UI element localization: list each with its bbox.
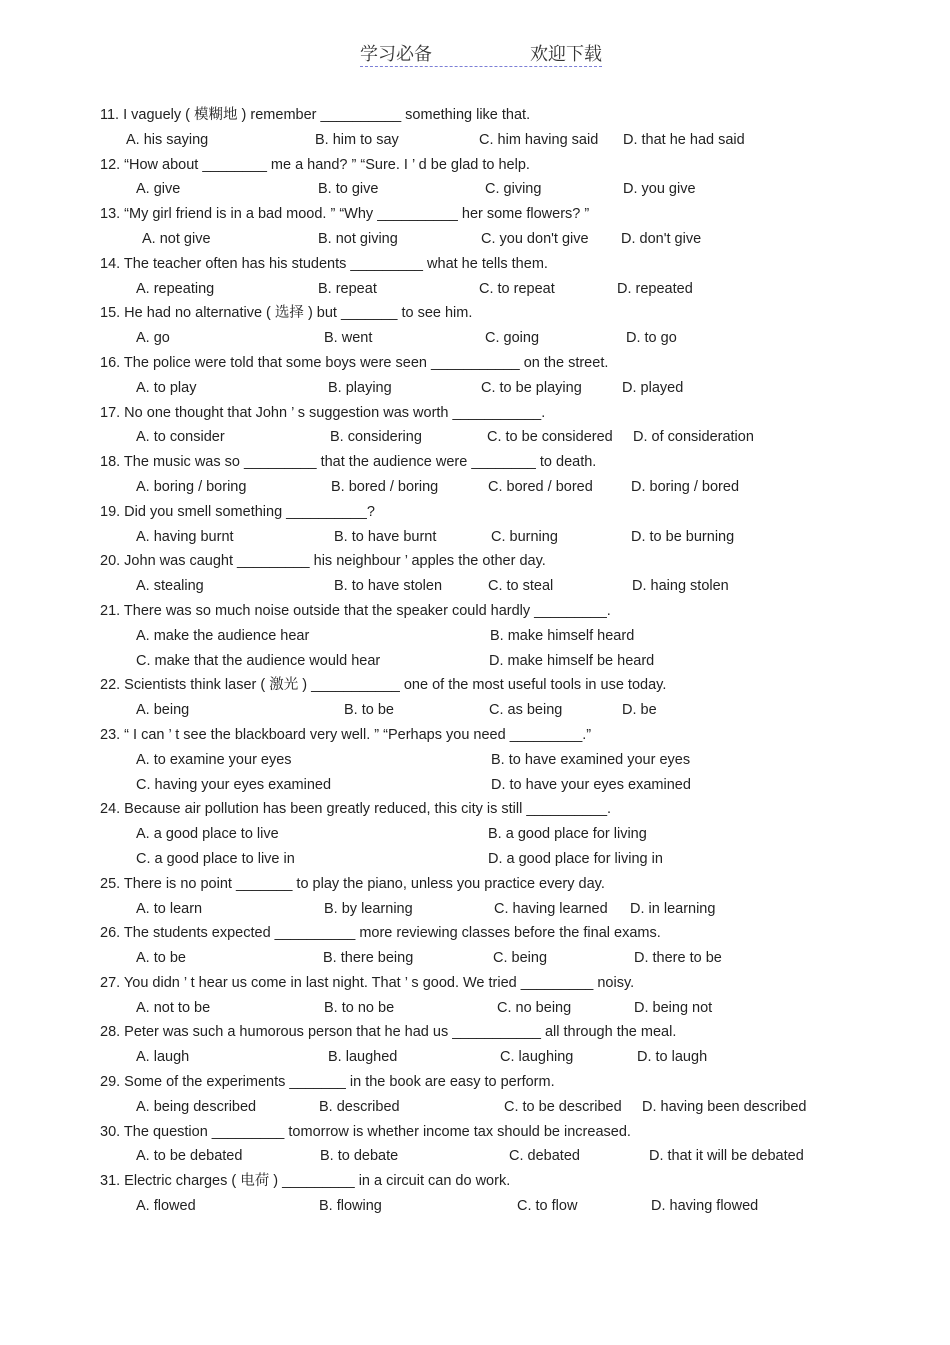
answer-option: C. burning: [491, 528, 558, 545]
answer-option: A. to learn: [136, 900, 203, 917]
answer-option: C. to repeat: [479, 280, 555, 297]
options-row: [0, 1144, 950, 1169]
question-text: 27. You didn ’ t hear us come in last night. That ’ s good. We tried _________ noisy.: [100, 974, 635, 991]
question-text: 14. The teacher often has his students _________ what he tells them.: [100, 255, 548, 272]
answer-option: B. to no be: [324, 999, 395, 1016]
answer-option: C. you don't give: [481, 230, 589, 247]
question-list: [0, 103, 950, 1219]
answer-option: C. him having said: [479, 131, 599, 148]
answer-option: A. his saying: [126, 131, 209, 148]
answer-option: D. repeated: [617, 280, 693, 297]
answer-option: A. having burnt: [136, 528, 234, 545]
question-text: 21. There was so much noise outside that the speaker could hardly _________.: [100, 602, 611, 619]
answer-option: C. bored / bored: [488, 478, 593, 495]
question-text: 24. Because air pollution has been greatly reduced, this city is still __________.: [100, 801, 612, 818]
answer-option: C. to be playing: [481, 379, 582, 396]
question-text: 25. There is no point _______ to play the piano, unless you practice every day.: [100, 875, 605, 892]
question-text: 29. Some of the experiments _______ in the book are easy to perform.: [100, 1074, 555, 1091]
answer-option: C. giving: [485, 181, 542, 198]
answer-option: A. to be: [136, 950, 186, 967]
answer-option: D. that he had said: [623, 131, 745, 148]
answer-option: B. to have stolen: [334, 578, 443, 595]
options-row: [0, 227, 950, 252]
answer-option: D. to be burning: [631, 528, 735, 545]
answer-option: B. a good place for living: [488, 826, 647, 843]
question-stem: [0, 202, 950, 227]
answer-option: D. to go: [626, 330, 677, 347]
answer-option: C. to be considered: [487, 429, 613, 446]
answer-option: A. to be debated: [136, 1148, 243, 1165]
question-text: 15. He had no alternative ( 选择 ) but _______ to see him.: [100, 305, 473, 322]
question-text: 20. John was caught _________ his neighbour ’ apples the other day.: [100, 553, 546, 570]
answer-option: D. there to be: [634, 950, 722, 967]
answer-option: D. in learning: [630, 900, 716, 917]
answer-option: D. don't give: [621, 230, 702, 247]
answer-option: C. having your eyes examined: [136, 776, 332, 793]
answer-option: D. be: [622, 702, 657, 719]
options-row: [0, 1045, 950, 1070]
answer-option: A. make the audience hear: [136, 627, 310, 644]
question-stem: [0, 1169, 950, 1194]
answer-option: C. laughing: [500, 1049, 574, 1066]
header-left-text: 学习必备: [360, 44, 432, 65]
options-row: [0, 177, 950, 202]
question-stem: [0, 1070, 950, 1095]
question-text: 16. The police were told that some boys were seen ___________ on the street.: [100, 354, 609, 371]
question-text: 19. Did you smell something __________?: [100, 503, 375, 520]
options-row: [0, 822, 950, 847]
question-stem: [0, 103, 950, 128]
options-row: [0, 946, 950, 971]
answer-option: D. played: [622, 379, 684, 396]
answer-option: C. make that the audience would hear: [136, 652, 381, 669]
answer-option: B. to give: [318, 181, 379, 198]
answer-option: D. you give: [623, 181, 696, 198]
question-text: 11. I vaguely ( 模糊地 ) remember __________ something like that.: [100, 107, 531, 123]
answer-option: B. not giving: [318, 230, 398, 247]
answer-option: B. bored / boring: [331, 478, 439, 495]
options-row: [0, 128, 950, 153]
question-stem: [0, 971, 950, 996]
answer-option: B. him to say: [315, 131, 399, 148]
answer-option: B. repeat: [318, 280, 377, 297]
answer-option: B. to debate: [320, 1148, 399, 1165]
answer-option: A. go: [136, 330, 170, 347]
question-text: 23. “ I can ’ t see the blackboard very well. ” “Perhaps you need _________.”: [100, 726, 592, 743]
answer-option: C. to flow: [517, 1198, 578, 1215]
answer-option: D. having been described: [642, 1098, 807, 1115]
answer-option: A. flowed: [136, 1198, 196, 1215]
answer-option: A. boring / boring: [136, 478, 247, 495]
question-stem: [0, 599, 950, 624]
answer-option: B. to be: [344, 702, 394, 719]
answer-option: D. to have your eyes examined: [491, 776, 691, 793]
question-text: 18. The music was so _________ that the audience were ________ to death.: [100, 454, 597, 471]
answer-option: A. not to be: [136, 999, 211, 1016]
answer-option: C. going: [485, 330, 540, 347]
answer-option: C. no being: [497, 999, 572, 1016]
options-row: [0, 277, 950, 302]
page-header: [360, 40, 602, 67]
question-stem: [0, 301, 950, 326]
answer-option: C. as being: [489, 702, 563, 719]
question-stem: [0, 921, 950, 946]
options-row: [0, 996, 950, 1021]
question-text: 30. The question _________ tomorrow is whether income tax should be increased.: [100, 1123, 631, 1140]
question-stem: [0, 1120, 950, 1145]
answer-option: B. to have burnt: [334, 528, 437, 545]
options-row: [0, 773, 950, 798]
answer-option: A. repeating: [136, 280, 215, 297]
answer-option: A. not give: [142, 230, 211, 247]
question-stem: [0, 153, 950, 178]
answer-option: D. that it will be debated: [649, 1148, 804, 1165]
answer-option: A. stealing: [136, 578, 204, 595]
answer-option: B. considering: [330, 429, 422, 446]
question-text: 31. Electric charges ( 电荷 ) _________ in a circuit can do work.: [100, 1173, 511, 1190]
question-stem: [0, 872, 950, 897]
options-row: [0, 624, 950, 649]
answer-option: B. described: [319, 1098, 400, 1115]
answer-option: A. give: [136, 181, 181, 198]
answer-option: C. to steal: [488, 578, 554, 595]
answer-option: A. laugh: [136, 1049, 190, 1066]
question-text: 28. Peter was such a humorous person that he had us ___________ all through the meal.: [100, 1024, 677, 1041]
options-row: [0, 847, 950, 872]
question-stem: [0, 549, 950, 574]
question-text: 26. The students expected __________ more reviewing classes before the final exams.: [100, 925, 661, 942]
answer-option: A. to play: [136, 379, 197, 396]
question-stem: [0, 351, 950, 376]
question-stem: [0, 1020, 950, 1045]
answer-option: C. debated: [509, 1148, 580, 1165]
options-row: [0, 525, 950, 550]
header-right-text: 欢迎下载: [530, 44, 602, 65]
answer-option: D. make himself be heard: [489, 652, 655, 669]
answer-option: B. laughed: [328, 1049, 398, 1066]
question-stem: [0, 450, 950, 475]
answer-option: C. being: [493, 950, 548, 967]
options-row: [0, 897, 950, 922]
options-row: [0, 649, 950, 674]
answer-option: C. having learned: [494, 900, 608, 917]
answer-option: B. make himself heard: [490, 627, 635, 644]
options-row: [0, 475, 950, 500]
answer-option: D. a good place for living in: [488, 850, 663, 867]
answer-option: C. a good place to live in: [136, 850, 295, 867]
question-stem: [0, 723, 950, 748]
answer-option: A. being: [136, 702, 190, 719]
question-text: 13. “My girl friend is in a bad mood. ” “Why __________ her some flowers? ”: [100, 206, 590, 223]
answer-option: B. to have examined your eyes: [491, 751, 691, 768]
answer-option: A. to consider: [136, 429, 225, 446]
question-stem: [0, 797, 950, 822]
options-row: [0, 425, 950, 450]
answer-option: D. to laugh: [637, 1049, 708, 1066]
answer-option: B. went: [324, 330, 373, 347]
answer-option: C. to be described: [504, 1098, 622, 1115]
answer-option: D. boring / bored: [631, 478, 740, 495]
question-text: 12. “How about ________ me a hand? ” “Sure. I ’ d be glad to help.: [100, 156, 530, 173]
answer-option: D. having flowed: [651, 1198, 759, 1215]
answer-option: A. a good place to live: [136, 826, 279, 843]
options-row: [0, 574, 950, 599]
answer-option: D. haing stolen: [632, 578, 729, 595]
question-stem: [0, 252, 950, 277]
question-stem: [0, 401, 950, 426]
options-row: [0, 326, 950, 351]
options-row: [0, 1194, 950, 1219]
question-stem: [0, 500, 950, 525]
question-text: 22. Scientists think laser ( 激光 ) ___________ one of the most useful tools in use today.: [100, 677, 667, 694]
answer-option: D. being not: [634, 999, 713, 1016]
answer-option: A. being described: [136, 1098, 257, 1115]
answer-option: B. there being: [323, 950, 414, 967]
answer-option: B. by learning: [324, 900, 413, 917]
answer-option: A. to examine your eyes: [136, 751, 292, 768]
question-text: 17. No one thought that John ’ s suggestion was worth ___________.: [100, 404, 546, 421]
answer-option: B. playing: [328, 379, 392, 396]
options-row: [0, 1095, 950, 1120]
answer-option: D. of consideration: [633, 429, 754, 446]
options-row: [0, 748, 950, 773]
answer-option: B. flowing: [319, 1198, 382, 1215]
options-row: [0, 698, 950, 723]
question-stem: [0, 673, 950, 698]
options-row: [0, 376, 950, 401]
